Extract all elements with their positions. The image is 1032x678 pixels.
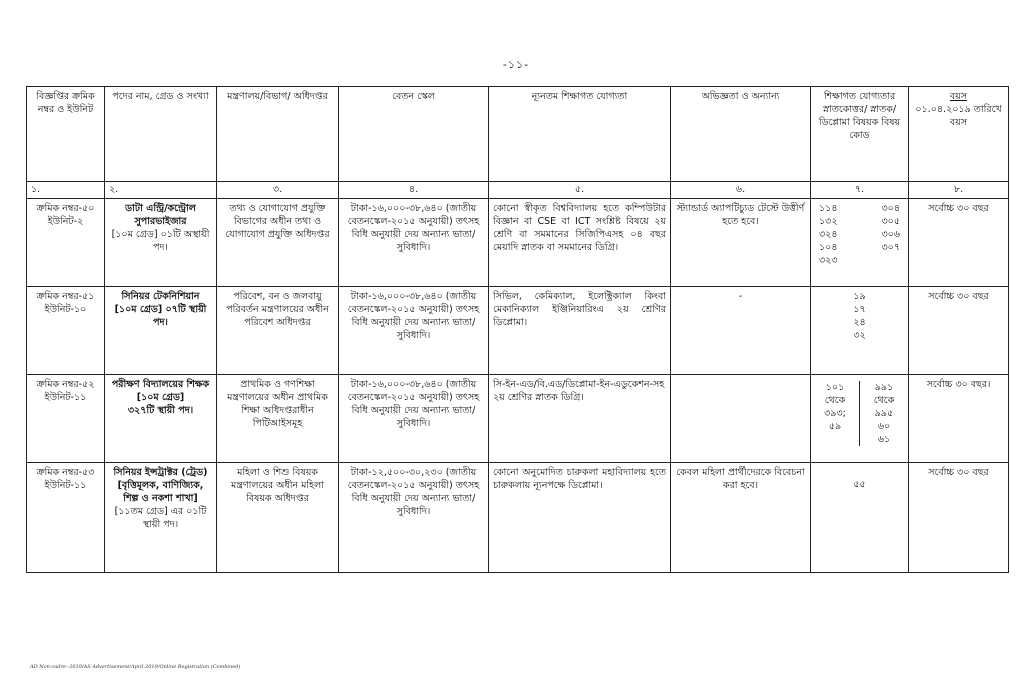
- age-cell: সর্বোচ্চ ৩০ বছর: [909, 287, 1009, 375]
- ministry-cell: মহিলা ও শিশু বিষয়ক মন্ত্রণালয়ের অধীন মহিলা বিষয়ক অধিদপ্তর: [217, 463, 339, 573]
- table-row: [27, 199, 1009, 287]
- code-item: ২৪: [853, 317, 866, 328]
- post-cell: [105, 463, 217, 573]
- code-item: ৬১: [877, 434, 891, 445]
- code-item: ১০৪: [819, 242, 838, 253]
- code-item: থেকে: [873, 395, 895, 406]
- codes-right: [881, 202, 900, 267]
- codes-cell: [811, 199, 909, 287]
- pay-cell: টাকা-১৬,০০০-৩৮,৬৪০ (জাতীয় বেতনস্কেল-২০১৫ অনুযায়ী) তৎসহ বিধি অনুযায়ী দেয় অন্যান্য ভাতা/ সুবিধাদি।: [339, 375, 489, 463]
- col-number: ৮.: [909, 182, 1009, 199]
- serial-cell: ক্রমিক নম্বর-৫২ ইউনিট-১১: [27, 375, 105, 463]
- codes-cell: [811, 287, 909, 375]
- col-number: ৬.: [671, 182, 811, 199]
- header-experience: অভিজ্ঞতা ও অন্যান্য: [671, 87, 811, 182]
- code-item: ৩২৩: [819, 255, 838, 266]
- post-cell: [105, 199, 217, 287]
- code-item: ৬০: [877, 421, 891, 432]
- post-detail: ৩২৭টি স্থায়ী পদ।: [127, 405, 194, 416]
- code-item: ৩০৭: [881, 242, 900, 253]
- age-cell: সর্বোচ্চ ৩০ বছর।: [909, 375, 1009, 463]
- post-cell: [105, 375, 217, 463]
- post-detail: [১১তম গ্রেড] এর ০১টি স্থায়ী পদ।: [114, 506, 207, 530]
- page-number: -১১-: [502, 58, 530, 71]
- table-row: [27, 463, 1009, 573]
- header-codes: শিক্ষাগত যোগ্যতার স্নাতকোত্তর/ স্নাতক/ ডিপ্লোমা বিষয়ক বিষয় কোড: [811, 87, 909, 182]
- code-item: ৩০৬: [881, 229, 900, 240]
- table-row: [27, 375, 1009, 463]
- header-serial: বিজ্ঞপ্তির ক্রমিক নম্বর ও ইউনিট: [27, 87, 105, 182]
- table-row: [27, 287, 1009, 375]
- code-item: ৯৯৫: [874, 408, 894, 419]
- codes-cell: [811, 463, 909, 573]
- post-title: সিনিয়র ইন্সট্রাক্টর (ট্রেড) [বৃত্তিমূলক, বাণিজ্যিক, শিল্প ও নকশা শাখা]: [113, 467, 208, 504]
- col-number: ৭.: [811, 182, 909, 199]
- post-title: ডাটা এন্ট্রি/কন্ট্রোল সুপারভাইজার: [125, 203, 196, 227]
- qualification-cell: কোনো অনুমোদিত চারুকলা মহাবিদ্যালয় হতে চারুকলায় ন্যূনপক্ষে ডিপ্লোমা।: [489, 463, 671, 573]
- age-cell: সর্বোচ্চ ৩০ বছর: [909, 199, 1009, 287]
- col-number: ৩.: [217, 182, 339, 199]
- col-number: ২.: [105, 182, 217, 199]
- serial-cell: ক্রমিক নম্বর-৫০ ইউনিট-২: [27, 199, 105, 287]
- code-item: ১৩২: [819, 216, 838, 227]
- codes-left: [815, 381, 860, 446]
- col-number: ১.: [27, 182, 105, 199]
- code-item: ৩০৫: [881, 216, 900, 227]
- post-detail: [১০ম গ্রেড] ০৭টি স্থায়ী পদ।: [114, 304, 207, 328]
- pay-cell: টাকা-১২,৫০০-৩০,২৩০ (জাতীয় বেতনস্কেল-২০১৫ অনুযায়ী) তৎসহ বিধি অনুযায়ী দেয় অন্যান্য ভাতা/সুবিধাদি।: [339, 463, 489, 573]
- header-age: [909, 87, 1009, 182]
- col-number: ৪.: [339, 182, 489, 199]
- post-detail: [১০ম গ্রেড] ০১টি অস্থায়ী পদ।: [111, 229, 210, 253]
- column-number-row: [27, 182, 1009, 199]
- experience-cell: স্ট্যান্ডার্ড অ্যাপটিচ্যুড টেস্টে উত্তীর্ণ হতে হবে।: [671, 199, 811, 287]
- header-age-title: বয়স: [949, 91, 968, 102]
- qualification-cell: কোনো স্বীকৃত বিশ্ববিদ্যালয় হতে কম্পিউটার বিজ্ঞান বা CSE বা ICT সংশ্লিষ্ট বিষয়ে ২য় শ্রেণি বা সমমানের সিজিপিএসহ ০৪ বছর মেয়াদি স্নাতক বা সমমানের ডিগ্রি।: [489, 199, 671, 287]
- code-item: ৫৫: [853, 479, 866, 490]
- pay-cell: টাকা-১৬,০০০-৩৮,৬৪০ (জাতীয় বেতনস্কেল-২০১৫ অনুযায়ী) তৎসহ বিধি অনুযায়ী দেয় অন্যান্য ভাতা/ সুবিধাদি।: [339, 287, 489, 375]
- code-item: ৩০৪: [881, 203, 900, 214]
- post-cell: [105, 287, 217, 375]
- qualification-cell: সিভিল, কেমিক্যাল, ইলেক্ট্রিক্যাল কিংবা মেকানিক্যাল ইঞ্জিনিয়ারিংএ ২য় শ্রেণির ডিপ্লোমা।: [489, 287, 671, 375]
- post-title: পরীক্ষণ বিদ্যালয়ের শিক্ষক [১০ম গ্রেড]: [111, 379, 210, 403]
- experience-cell: [671, 375, 811, 463]
- code-item: ১০১: [825, 382, 845, 393]
- footer-path: AD Non-cadre--2019/AS Advertisement/April-2019/Online Registration (Combined): [30, 664, 241, 670]
- codes-cell: [811, 375, 909, 463]
- code-item: ৩৯৩;: [824, 408, 846, 419]
- header-qualification: ন্যূনতম শিক্ষাগত যোগ্যতা: [489, 87, 671, 182]
- qualification-cell: সি-ইন-এড/বি.এড/ডিপ্লোমা-ইন-এডুকেশন-সহ ২য় শ্রেণির স্নাতক ডিগ্রি।: [489, 375, 671, 463]
- serial-cell: ক্রমিক নম্বর-৫৩ ইউনিট-১১: [27, 463, 105, 573]
- header-row: [27, 87, 1009, 182]
- code-item: ৩২: [853, 330, 866, 341]
- code-item: ৩২৪: [819, 229, 838, 240]
- experience-cell: -: [671, 287, 811, 375]
- serial-cell: ক্রমিক নম্বর-৫১ ইউনিট-১০: [27, 287, 105, 375]
- ministry-cell: তথ্য ও যোগাযোগ প্রযুক্তি বিভাগের অধীন তথ্য ও যোগাযোগ প্রযুক্তি অধিদপ্তর: [217, 199, 339, 287]
- code-item: থেকে: [824, 395, 846, 406]
- code-item: ১১৪: [819, 203, 838, 214]
- job-table: [26, 86, 1009, 573]
- ministry-cell: পরিবেশ, বন ও জলবায়ু পরিবর্তন মন্ত্রণালয়ের অধীন পরিবেশ অধিদপ্তর: [217, 287, 339, 375]
- header-post: পদের নাম, গ্রেড ও সংখ্যা: [105, 87, 217, 182]
- code-item: ১৯: [853, 291, 866, 302]
- age-cell: সর্বোচ্চ ৩০ বছর: [909, 463, 1009, 573]
- ministry-cell: প্রাথমিক ও গণশিক্ষা মন্ত্রণালয়ের অধীন প্রাথমিক শিক্ষা অধিদপ্তরাধীন পিটিআইসমূহ: [217, 375, 339, 463]
- header-pay: বেতন স্কেল: [339, 87, 489, 182]
- code-item: ৯৯১: [874, 382, 894, 393]
- post-title: সিনিয়র টেকনিশিয়ান: [121, 291, 200, 302]
- experience-cell: কেবল মহিলা প্রার্থীদেরকে বিবেচনা করা হবে।: [671, 463, 811, 573]
- code-item: ৫৯: [828, 421, 842, 432]
- col-number: ৫.: [489, 182, 671, 199]
- header-ministry: মন্ত্রণালয়/বিভাগ/ অধিদপ্তর: [217, 87, 339, 182]
- header-age-sub: ০১.০৪.২০১৯ তারিখে বয়স: [915, 104, 1002, 128]
- pay-cell: টাকা-১৬,০০০-৩৮,৬৪০ (জাতীয় বেতনস্কেল-২০১৫ অনুযায়ী) তৎসহ বিধি অনুযায়ী দেয় অন্যান্য ভাতা/ সুবিধাদি।: [339, 199, 489, 287]
- codes-left: [819, 202, 838, 267]
- codes-right: [860, 381, 904, 446]
- code-item: ১৭: [853, 304, 866, 315]
